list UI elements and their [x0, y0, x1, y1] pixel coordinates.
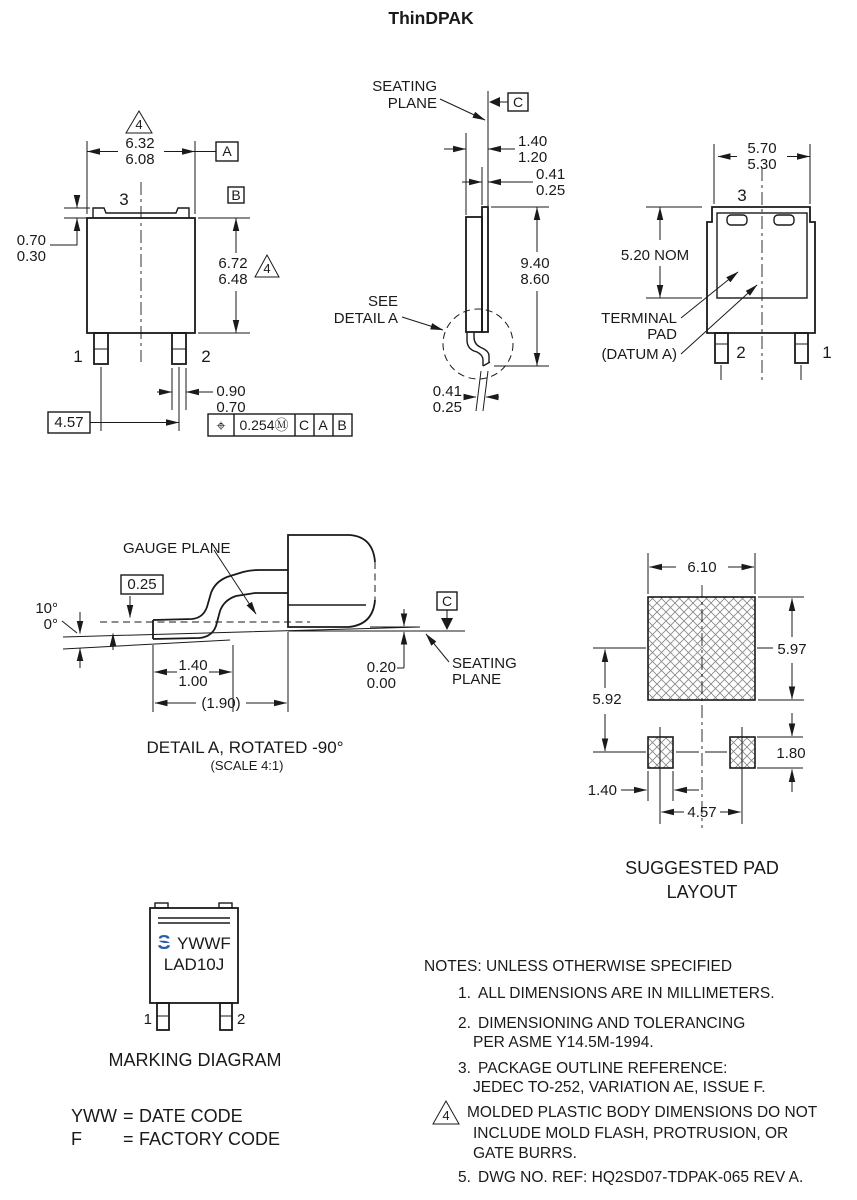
terminal-pad-label: PAD [647, 326, 677, 343]
pin2-label: 2 [237, 1011, 246, 1028]
pin3-label: 3 [737, 186, 747, 205]
legend-key: F [71, 1129, 82, 1149]
pad-layout-caption: LAYOUT [666, 882, 738, 902]
dim-lead-pitch: 4.57 [54, 414, 84, 431]
legend-value: FACTORY CODE [139, 1129, 281, 1149]
dim-lead-width-min: 0.70 [216, 399, 246, 416]
pad-layout-caption: SUGGESTED PAD [625, 858, 779, 878]
lead-bend [467, 332, 483, 366]
dim-pad-pitch: 4.57 [687, 804, 717, 821]
notes-section [424, 958, 818, 1186]
dim-pad-height: 5.97 [777, 641, 807, 658]
note-text: PER ASME Y14.5M-1994. [473, 1034, 654, 1051]
page-title: ThinDPAK [388, 8, 474, 28]
dim-pad-nominal: 5.20 NOM [620, 247, 690, 264]
note-number: 3. [458, 1060, 471, 1077]
note-text: DIMENSIONING AND TOLERANCING [478, 1015, 746, 1032]
body-outline [288, 535, 350, 627]
note-number: 2. [458, 1015, 471, 1032]
back-view [601, 140, 832, 382]
pin2-label: 2 [201, 347, 211, 366]
dim-small-pad-width: 1.40 [587, 782, 617, 799]
body-outline [466, 217, 482, 332]
lead2 [715, 333, 728, 363]
dim-tab-thickness-min: 0.25 [536, 182, 566, 199]
legend-eq: = [123, 1129, 134, 1149]
logo-stripe [153, 943, 174, 945]
datum-b-label: B [231, 187, 241, 203]
logo-stripe [153, 939, 174, 941]
see-detail-label: DETAIL A [333, 310, 398, 327]
datum-c-label: C [512, 94, 524, 110]
dim-tab-height-max: 0.70 [16, 232, 46, 249]
note-text: DWG NO. REF: HQ2SD07-TDPAK-065 REV A. [478, 1169, 804, 1186]
dim-tab-width-min: 5.30 [747, 156, 777, 173]
legend-key: YWW [71, 1106, 117, 1126]
dim-lead-ref: (1.90) [201, 695, 241, 712]
dim-center-distance: 5.92 [592, 691, 622, 708]
pad-layout-view [588, 553, 807, 902]
fcf-datum-1: C [298, 417, 310, 433]
marking-caption: MARKING DIAGRAM [108, 1050, 282, 1070]
lead-angle-max: 10° [35, 600, 58, 617]
dim-tab-thickness-max: 0.41 [536, 166, 566, 183]
seating-plane-label: PLANE [452, 671, 502, 688]
dim-gauge-offset: 0.25 [127, 576, 157, 593]
marking-diagram [71, 903, 282, 1149]
dim-lead-thickness-min: 0.25 [432, 399, 462, 416]
tab-slot [727, 215, 747, 225]
dim-total-height-max: 9.40 [520, 255, 550, 272]
dim-pad-width: 6.10 [687, 559, 717, 576]
dim-body-thickness-max: 1.40 [518, 133, 548, 150]
datum-c-label: C [441, 593, 453, 609]
dim-tab-height-min: 0.30 [16, 248, 46, 265]
datum-target-arrow [489, 97, 500, 107]
terminal-pad-label: TERMINAL [601, 310, 677, 327]
gauge-plane-label: GAUGE PLANE [123, 540, 231, 557]
thermal-pad [648, 597, 755, 700]
marking-part-number: LAD10J [163, 955, 225, 974]
dim-lead-thickness-max: 0.41 [432, 383, 462, 400]
lead-angle-min: 0° [43, 616, 58, 633]
marking-legend [71, 1106, 280, 1149]
side-view [334, 78, 565, 416]
feature-control-frame [208, 414, 352, 436]
dim-lead-width-max: 0.90 [216, 383, 246, 400]
seating-plane-label: PLANE [387, 95, 437, 112]
dim-body-height-max: 6.72 [218, 255, 248, 272]
lead-bend [474, 332, 489, 362]
note-text: INCLUDE MOLD FLASH, PROTRUSION, OR [473, 1125, 789, 1142]
pin2-label: 2 [736, 343, 746, 362]
dim-body-height-min: 6.48 [218, 271, 248, 288]
detail-scale: (SCALE 4:1) [210, 758, 284, 773]
detail-caption: DETAIL A, ROTATED -90° [146, 738, 344, 757]
note-flag: 4 [263, 261, 271, 276]
fcf-tolerance: 0.254Ⓜ [239, 417, 289, 433]
note-number: 4 [442, 1108, 450, 1123]
dim-total-height-min: 8.60 [520, 271, 550, 288]
notes-heading: NOTES: UNLESS OTHERWISE SPECIFIED [424, 958, 733, 975]
note-flag: 4 [135, 117, 143, 132]
dim-standoff-max: 0.20 [366, 659, 396, 676]
note-number: 1. [458, 985, 471, 1002]
seating-plane-label: SEATING [372, 78, 437, 95]
legend-eq: = [123, 1106, 134, 1126]
marking-date-code: YWWF [177, 934, 231, 953]
pin3-label: 3 [119, 190, 129, 209]
datum-a-ref-label: (DATUM A) [601, 346, 677, 363]
position-symbol-icon: ⌖ [216, 416, 226, 435]
detail-a-circle [443, 309, 513, 379]
seating-plane-label: SEATING [452, 655, 517, 672]
legend-value: DATE CODE [139, 1106, 243, 1126]
see-detail-label: SEE [367, 293, 398, 310]
note-text: MOLDED PLASTIC BODY DIMENSIONS DO NOT [467, 1104, 818, 1121]
tab-slot [774, 215, 794, 225]
datum-a-label: A [222, 143, 232, 159]
pin1-label: 1 [822, 343, 832, 362]
body-outline [707, 207, 815, 333]
dim-tab-width-max: 5.70 [747, 140, 777, 157]
tab-outline [482, 207, 488, 332]
dim-body-width-min: 6.08 [125, 151, 155, 168]
note-text: PACKAGE OUTLINE REFERENCE: [478, 1060, 728, 1077]
dim-body-width-max: 6.32 [125, 135, 155, 152]
note-text: ALL DIMENSIONS ARE IN MILLIMETERS. [478, 985, 775, 1002]
dim-foot-length-min: 1.00 [178, 673, 208, 690]
dim-body-thickness-min: 1.20 [518, 149, 548, 166]
dim-small-pad-height: 1.80 [776, 745, 806, 762]
datum-target-arrow [441, 618, 453, 630]
note-text: GATE BURRS. [473, 1145, 577, 1162]
front-view [17, 111, 352, 436]
pin1-label: 1 [73, 347, 83, 366]
dim-foot-length-max: 1.40 [178, 657, 208, 674]
lead1 [795, 333, 808, 363]
note-number: 5. [458, 1169, 471, 1186]
note-text: JEDEC TO-252, VARIATION AE, ISSUE F. [473, 1079, 766, 1096]
detail-a-view [35, 535, 516, 773]
dim-standoff-min: 0.00 [366, 675, 396, 692]
pin1-label: 1 [143, 1011, 152, 1028]
fcf-datum-2: A [318, 417, 328, 433]
fcf-datum-3: B [337, 417, 347, 433]
